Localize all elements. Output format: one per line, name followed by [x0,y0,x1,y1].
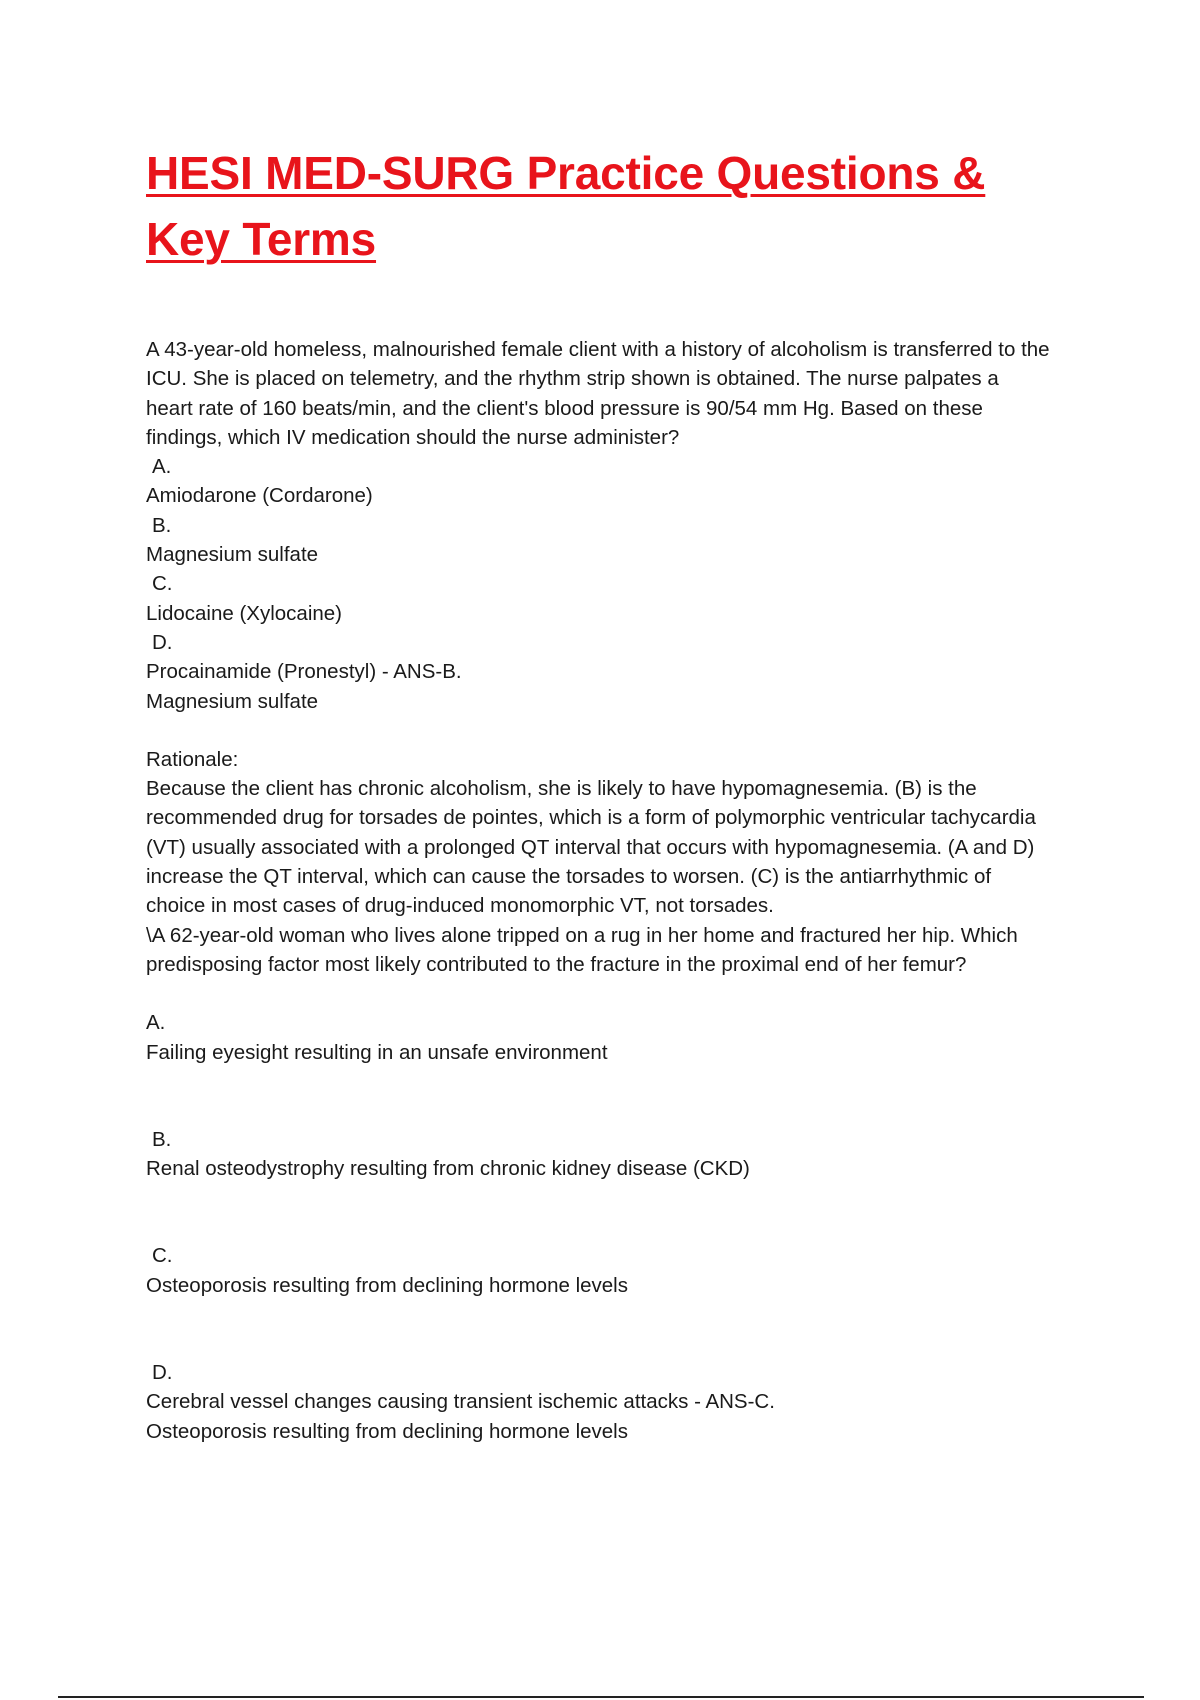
q2-option-c-text: Osteoporosis resulting from declining hormone levels [146,1273,628,1297]
spacer [146,979,1066,1008]
spacer [146,1183,1066,1241]
q1-rationale-label: Rationale: [146,747,239,771]
document-body [146,335,1066,1446]
q2-option-d-letter: D. [152,1361,173,1385]
document-title: HESI MED-SURG Practice Questions & Key Terms [146,147,986,265]
spacer [146,1300,1066,1358]
q1-answer: Magnesium sulfate [146,689,319,713]
spacer [146,1067,1066,1125]
q2-option-a-text: Failing eyesight resulting in an unsafe environment [146,1040,608,1064]
footer-divider [58,1696,1144,1698]
q1-option-c-letter: C. [152,572,173,596]
document-page [146,140,1066,1443]
q2-answer: Osteoporosis resulting from declining hormone levels [146,1419,628,1443]
q2-option-a-letter: A. [146,1011,166,1035]
q1-option-d-letter: D. [152,630,173,654]
question-1-stem: A 43-year-old homeless, malnourished female client with a history of alcoholism is transferred to the ICU. She is placed on telemetry, and the rhythm strip shown is obtained. The nurse palpates a heart rate of 160 beats/min, and the client's blood pressure is 90/54 mm Hg. Based on these findings, which IV medication should the nurse administer? [146,338,1050,449]
q1-rationale: Because the client has chronic alcoholism, she is likely to have hypomagnesemia. (B) is the recommended drug for torsades de pointes, which is a form of polymorphic ventricular tachycardia (VT) usually associated with a prolonged QT interval that occurs with hypomagnesemia. (A and D) increase the QT interval, which can cause the torsades to worsen. (C) is the antiarrhythmic of choice in most cases of drug-induced monomorphic VT, not torsades. [146,777,1036,918]
q1-option-a-text: Amiodarone (Cordarone) [146,484,373,508]
q2-option-b-text: Renal osteodystrophy resulting from chronic kidney disease (CKD) [146,1157,750,1181]
q1-option-b-text: Magnesium sulfate [146,543,319,567]
q2-option-d-text: Cerebral vessel changes causing transient ischemic attacks - ANS-C. [146,1390,775,1414]
q2-option-c-letter: C. [152,1244,173,1268]
q1-option-c-text: Lidocaine (Xylocaine) [146,601,343,625]
q2-option-b-letter: B. [152,1127,172,1151]
q1-option-d-text: Procainamide (Pronestyl) - ANS-B. [146,660,462,684]
q1-option-a-letter: A. [152,455,172,479]
question-2-stem: \A 62-year-old woman who lives alone tripped on a rug in her home and fractured her hip. Which predisposing factor most likely contributed to the fracture in the proximal end of her femur? [146,923,1018,976]
q1-option-b-letter: B. [152,513,172,537]
spacer [146,716,1066,745]
